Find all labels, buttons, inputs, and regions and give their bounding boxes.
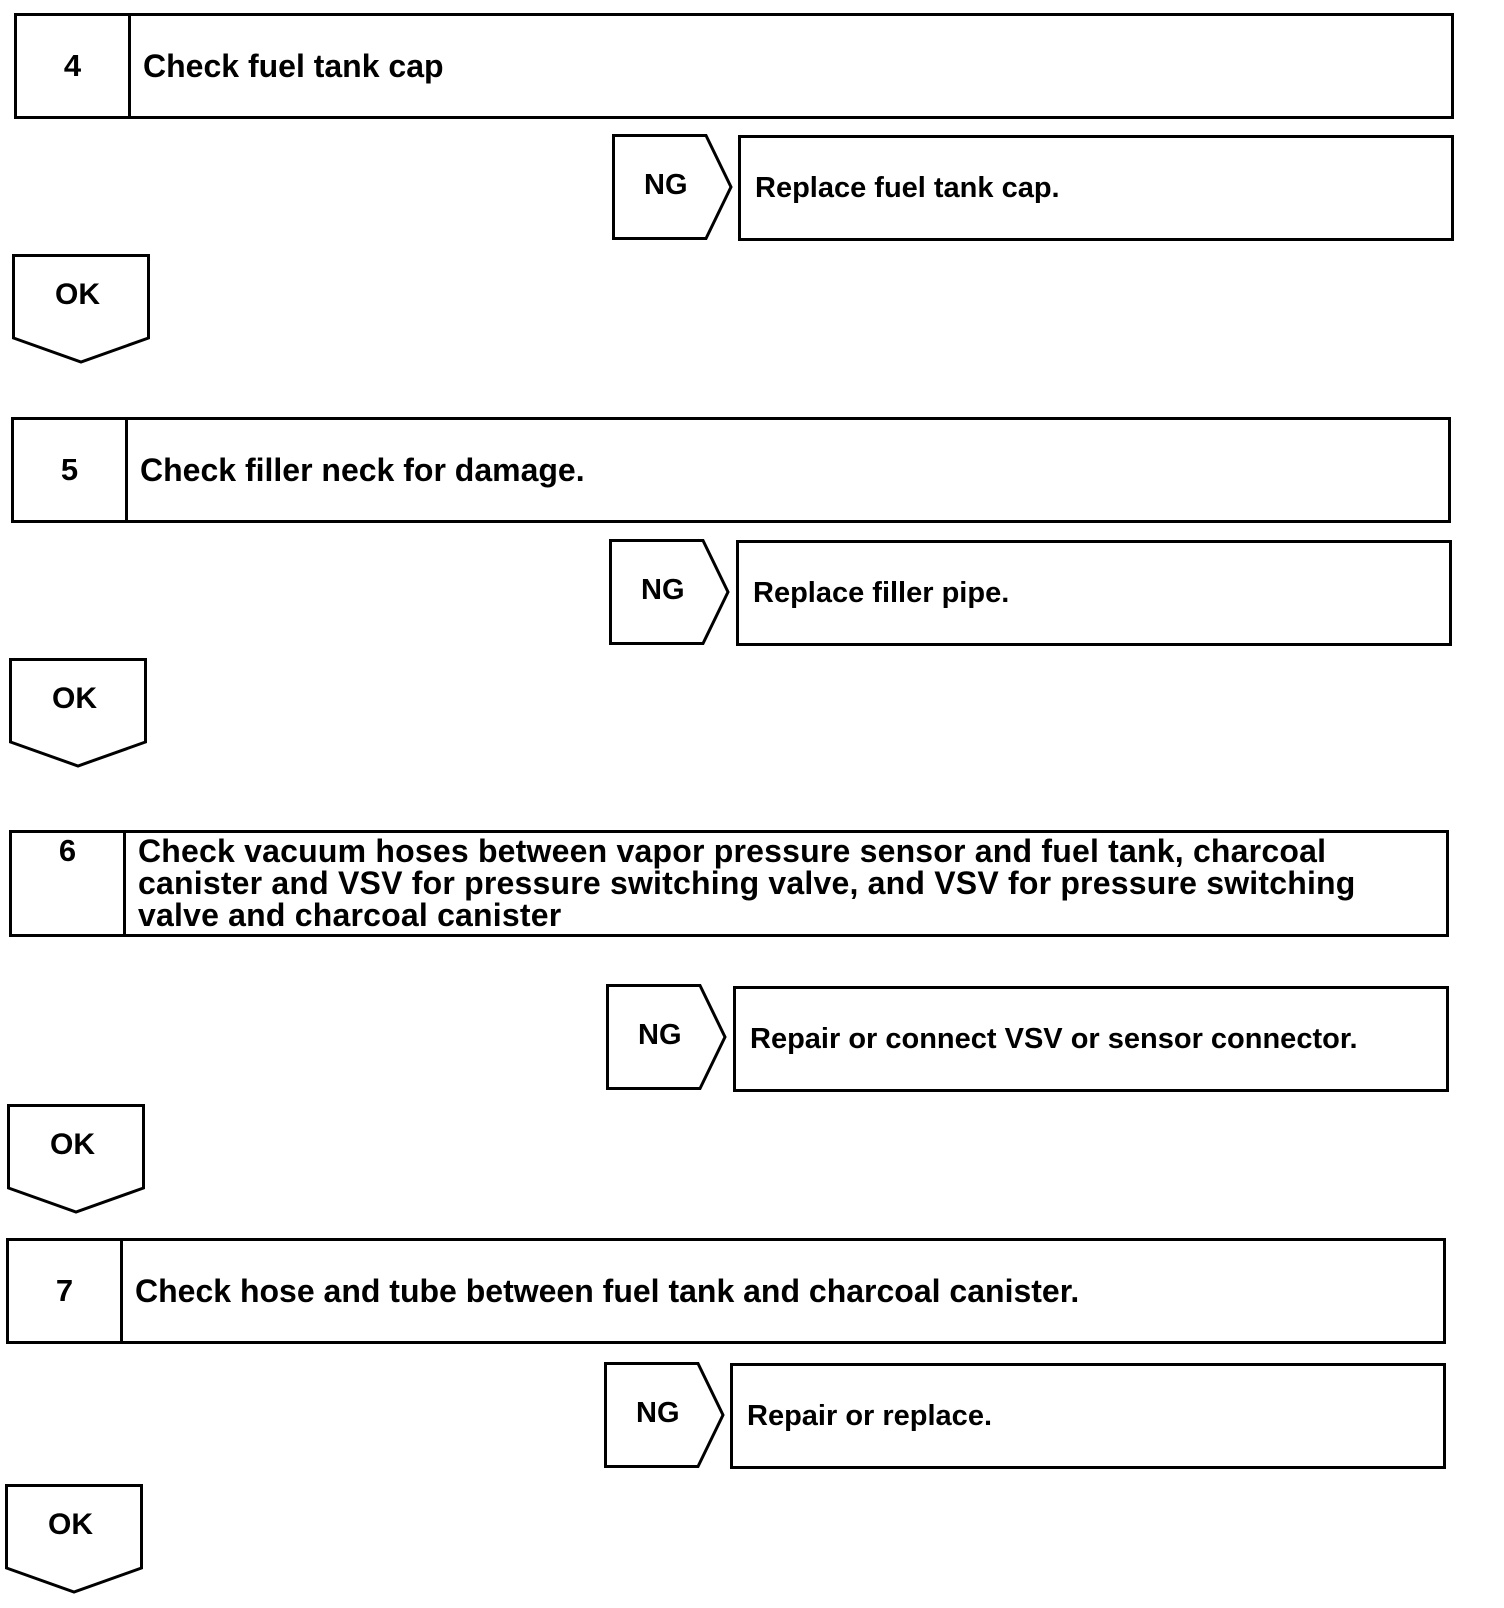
ng-label: NG (644, 169, 688, 201)
ok-arrow (7, 1104, 145, 1214)
ok-label: OK (52, 682, 97, 715)
step-6-box (9, 830, 1449, 937)
ng-arrow (604, 1362, 726, 1468)
ng-label: NG (636, 1397, 680, 1429)
ng-arrow (609, 539, 731, 645)
step-description: Check hose and tube between fuel tank and charcoal canister. (135, 1272, 1080, 1309)
step-7-box (6, 1238, 1446, 1344)
ok-arrow (5, 1484, 143, 1594)
ok-label: OK (48, 1508, 93, 1541)
step-description: Check fuel tank cap (143, 47, 444, 84)
step-number: 7 (9, 1241, 123, 1341)
step-description-line: Check vacuum hoses between vapor pressure sensor and fuel tank, charcoal (138, 833, 1327, 869)
step-number: 4 (17, 16, 131, 116)
step-description: Check filler neck for damage. (140, 451, 585, 488)
ng-action-box: Replace fuel tank cap. (738, 135, 1454, 241)
step-number: 5 (14, 420, 128, 520)
step-number: 6 (12, 833, 126, 934)
ng-action-box: Repair or replace. (730, 1363, 1446, 1469)
ng-label: NG (638, 1019, 682, 1051)
ng-label: NG (641, 574, 685, 606)
ng-arrow (606, 984, 728, 1090)
ok-label: OK (50, 1128, 95, 1161)
step-description-line: canister and VSV for pressure switching valve, and VSV for pressure switching (138, 865, 1356, 901)
ok-arrow (12, 254, 150, 364)
ok-arrow (9, 658, 147, 768)
ng-action-box: Replace filler pipe. (736, 540, 1452, 646)
step-description-line: valve and charcoal canister (138, 897, 562, 933)
ok-label: OK (55, 278, 100, 311)
ng-action-box: Repair or connect VSV or sensor connector. (733, 986, 1449, 1092)
ng-arrow (612, 134, 734, 240)
step-5-box (11, 417, 1451, 523)
step-description (126, 833, 1356, 934)
step-4-box (14, 13, 1454, 119)
